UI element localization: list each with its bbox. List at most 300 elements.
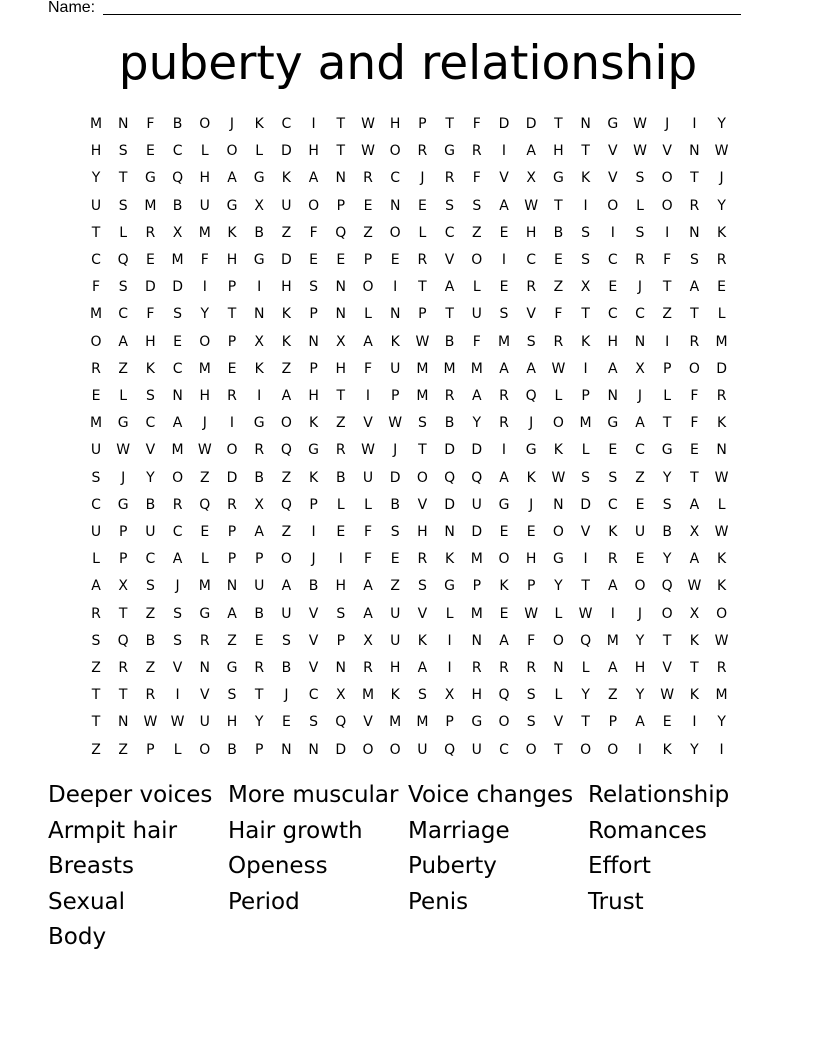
grid-letter: S: [689, 252, 699, 268]
grid-letter: O: [308, 197, 320, 214]
grid-letter: S: [608, 469, 618, 486]
grid-letter: O: [172, 469, 184, 486]
grid-letter: M: [89, 116, 103, 132]
grid-letter: C: [444, 224, 455, 241]
grid-letter: H: [308, 143, 319, 160]
grid-letter: S: [499, 306, 509, 323]
grid-letter: I: [692, 116, 697, 132]
grid-letter: U: [390, 632, 401, 649]
grid-letter: B: [227, 741, 237, 758]
grid-letter: Z: [200, 469, 210, 486]
grid-letter: F: [363, 524, 373, 540]
grid-letter: R: [471, 660, 482, 676]
grid-letter: B: [308, 578, 319, 595]
grid-letter: S: [309, 714, 319, 731]
grid-letter: T: [581, 578, 590, 595]
grid-letter: A: [363, 578, 373, 595]
grid-letter: E: [553, 252, 563, 268]
grid-letter: B: [553, 224, 564, 241]
grid-letter: R: [499, 660, 509, 676]
grid-letter: Y: [635, 632, 645, 649]
grid-letter: A: [363, 333, 373, 350]
grid-letter: P: [309, 306, 318, 323]
grid-letter: S: [635, 224, 645, 241]
grid-letter: I: [447, 660, 452, 676]
grid-letter: R: [689, 197, 700, 214]
grid-letter: Q: [525, 388, 537, 404]
grid-letter: Y: [717, 197, 726, 214]
grid-letter: R: [335, 442, 346, 459]
grid-letter: G: [253, 252, 265, 268]
grid-letter: G: [117, 415, 129, 432]
grid-letter: R: [471, 143, 482, 160]
grid-letter: M: [416, 388, 429, 404]
grid-letter: C: [172, 143, 183, 160]
grid-letter: Q: [444, 741, 456, 758]
grid-letter: S: [472, 197, 482, 214]
grid-letter: T: [445, 306, 454, 323]
grid-letter: N: [117, 116, 129, 132]
grid-letter: Z: [662, 306, 672, 323]
grid-letter: J: [229, 116, 235, 132]
grid-letter: Y: [472, 415, 482, 432]
grid-letter: P: [336, 632, 346, 649]
grid-letter: I: [637, 741, 643, 758]
grid-letter: S: [227, 687, 237, 704]
grid-letter: L: [554, 388, 563, 404]
grid-letter: Q: [280, 442, 292, 459]
grid-letter: C: [499, 741, 509, 758]
grid-letter: Y: [146, 469, 155, 486]
grid-letter: J: [637, 605, 643, 622]
word-list-item: Marriage: [408, 817, 510, 844]
grid-letter: Z: [363, 224, 373, 241]
grid-letter: F: [690, 388, 699, 404]
grid-letter: I: [610, 224, 615, 241]
grid-letter: C: [635, 306, 645, 323]
grid-letter: E: [499, 524, 509, 540]
grid-letter: M: [198, 578, 211, 595]
grid-letter: X: [689, 605, 700, 622]
grid-letter: K: [689, 687, 699, 704]
grid-letter: L: [200, 551, 209, 568]
grid-letter: Z: [145, 605, 156, 622]
grid-letter: B: [281, 660, 292, 676]
grid-letter: O: [362, 741, 374, 758]
grid-letter: O: [199, 116, 211, 132]
grid-letter: Z: [281, 469, 292, 486]
grid-letter: T: [418, 442, 427, 459]
grid-letter: V: [444, 252, 455, 268]
grid-letter: R: [254, 442, 265, 459]
grid-letter: G: [471, 714, 483, 731]
grid-letter: M: [606, 632, 619, 649]
grid-letter: M: [144, 197, 157, 214]
grid-letter: P: [390, 388, 400, 404]
grid-letter: P: [227, 279, 237, 296]
grid-letter: E: [635, 496, 645, 513]
grid-letter: C: [635, 442, 645, 459]
word-list-item: Penis: [408, 888, 469, 915]
grid-letter: L: [418, 224, 427, 241]
grid-letter: L: [717, 306, 726, 323]
grid-letter: Z: [608, 687, 618, 704]
grid-letter: L: [472, 279, 481, 296]
word-list-item: Openess: [228, 853, 328, 879]
word-list-item: Trust: [588, 888, 644, 915]
grid-letter: B: [254, 224, 264, 241]
grid-letter: N: [308, 333, 319, 350]
grid-letter: L: [581, 442, 590, 459]
grid-letter: W: [714, 524, 729, 540]
grid-letter: U: [281, 197, 292, 214]
grid-letter: W: [361, 442, 375, 459]
grid-letter: H: [389, 116, 401, 132]
grid-letter: I: [257, 388, 262, 404]
grid-letter: O: [226, 442, 238, 459]
grid-letter: K: [390, 333, 400, 350]
grid-letter: O: [389, 741, 401, 758]
grid-letter: L: [173, 741, 182, 758]
grid-letter: P: [418, 116, 427, 132]
grid-letter: B: [172, 197, 183, 214]
grid-letter: R: [363, 170, 373, 187]
grid-letter: E: [608, 279, 618, 296]
grid-letter: S: [417, 415, 427, 432]
grid-letter: A: [526, 360, 536, 377]
grid-letter: F: [554, 306, 563, 323]
grid-letter: H: [226, 714, 238, 731]
grid-letter: O: [607, 741, 619, 758]
grid-letter: D: [172, 279, 183, 296]
grid-letter: G: [607, 116, 619, 132]
grid-letter: T: [690, 170, 699, 187]
grid-letter: H: [281, 279, 292, 296]
grid-letter: O: [498, 714, 510, 731]
grid-letter: G: [498, 496, 510, 513]
grid-letter: T: [662, 632, 672, 649]
grid-letter: W: [361, 143, 375, 160]
grid-letter: T: [118, 605, 128, 622]
grid-letter: R: [227, 496, 237, 513]
grid-letter: Z: [390, 578, 400, 595]
grid-letter: U: [281, 605, 292, 622]
grid-letter: I: [393, 279, 398, 296]
grid-letter: Z: [472, 224, 482, 241]
grid-letter: N: [553, 660, 564, 676]
grid-letter: I: [447, 632, 452, 649]
grid-letter: S: [173, 632, 183, 649]
grid-letter: L: [445, 605, 454, 622]
grid-letter: V: [308, 605, 319, 622]
grid-letter: A: [472, 388, 482, 404]
grid-letter: M: [198, 360, 211, 377]
grid-letter: E: [91, 388, 101, 404]
grid-letter: N: [199, 660, 211, 676]
grid-letter: E: [336, 252, 346, 268]
grid-letter: N: [389, 306, 401, 323]
grid-letter: P: [608, 714, 618, 731]
grid-letter: M: [470, 551, 483, 568]
grid-letter: I: [692, 714, 697, 731]
grid-letter: N: [335, 660, 347, 676]
grid-letter: O: [580, 741, 592, 758]
grid-letter: V: [417, 605, 428, 622]
grid-letter: G: [117, 496, 129, 513]
grid-letter: Y: [91, 170, 101, 187]
grid-letter: T: [227, 306, 237, 323]
grid-letter: Z: [118, 360, 128, 377]
grid-letter: T: [554, 741, 563, 758]
grid-letter: G: [226, 660, 238, 676]
grid-letter: Z: [91, 660, 101, 676]
grid-letter: P: [418, 306, 427, 323]
grid-letter: I: [229, 415, 235, 432]
grid-letter: V: [526, 306, 536, 323]
grid-letter: I: [665, 333, 670, 350]
grid-letter: R: [145, 224, 156, 241]
grid-letter: G: [308, 442, 320, 459]
grid-letter: N: [253, 306, 265, 323]
grid-letter: K: [581, 170, 591, 187]
grid-letter: U: [90, 442, 102, 459]
grid-letter: T: [91, 714, 101, 731]
grid-letter: S: [173, 306, 183, 323]
grid-letter: A: [444, 279, 455, 296]
grid-letter: Y: [554, 578, 563, 595]
grid-letter: N: [281, 741, 292, 758]
grid-letter: K: [281, 306, 291, 323]
grid-letter: K: [717, 224, 727, 241]
grid-letter: S: [145, 388, 155, 404]
grid-letter: U: [417, 741, 428, 758]
grid-letter: H: [226, 252, 238, 268]
grid-letter: W: [170, 714, 185, 731]
grid-letter: V: [662, 143, 672, 160]
grid-letter: K: [717, 415, 727, 432]
grid-letter: H: [199, 170, 211, 187]
grid-letter: D: [498, 116, 510, 132]
grid-letter: F: [663, 252, 672, 268]
grid-letter: H: [553, 143, 564, 160]
grid-letter: I: [365, 388, 371, 404]
grid-letter: Q: [280, 496, 292, 513]
grid-letter: S: [91, 632, 101, 649]
grid-letter: K: [254, 360, 264, 377]
grid-letter: W: [415, 333, 430, 350]
grid-letter: Y: [717, 116, 726, 132]
grid-letter: R: [526, 279, 537, 296]
grid-letter: T: [662, 279, 672, 296]
grid-letter: Y: [717, 714, 726, 731]
grid-letter: P: [662, 360, 672, 377]
grid-letter: X: [254, 333, 264, 350]
grid-letter: C: [390, 170, 401, 187]
grid-letter: C: [118, 306, 129, 323]
grid-letter: W: [551, 469, 566, 486]
grid-letter: M: [470, 605, 483, 622]
grid-letter: P: [309, 360, 318, 377]
grid-letter: S: [145, 578, 155, 595]
grid-letter: W: [116, 442, 131, 459]
grid-letter: R: [553, 333, 564, 350]
grid-letter: X: [363, 632, 373, 649]
grid-letter: S: [281, 632, 291, 649]
grid-letter: R: [417, 252, 428, 268]
grid-letter: K: [608, 524, 618, 540]
grid-letter: P: [445, 714, 454, 731]
grid-letter: G: [144, 170, 156, 187]
grid-letter: T: [690, 469, 699, 486]
grid-letter: D: [226, 469, 238, 486]
grid-letter: R: [635, 252, 645, 268]
grid-letter: N: [580, 116, 591, 132]
grid-letter: L: [663, 388, 672, 404]
grid-letter: M: [389, 714, 402, 731]
grid-letter: K: [581, 333, 591, 350]
grid-letter: X: [689, 524, 700, 540]
grid-letter: P: [118, 551, 128, 568]
grid-letter: P: [227, 551, 237, 568]
grid-letter: I: [583, 551, 588, 568]
grid-letter: M: [715, 333, 728, 350]
grid-letter: S: [309, 279, 319, 296]
grid-letter: L: [636, 197, 644, 214]
grid-letter: K: [717, 578, 727, 595]
word-list-item: Body: [48, 924, 107, 950]
grid-letter: E: [227, 360, 237, 377]
grid-letter: R: [607, 551, 618, 568]
grid-letter: T: [554, 116, 563, 132]
grid-letter: Y: [200, 306, 210, 323]
grid-letter: R: [91, 360, 101, 377]
grid-letter: K: [281, 333, 291, 350]
grid-letter: Q: [335, 224, 347, 241]
grid-letter: N: [471, 632, 483, 649]
grid-letter: J: [311, 551, 316, 568]
grid-letter: N: [117, 714, 129, 731]
grid-letter: D: [716, 360, 727, 377]
grid-letter: O: [661, 197, 673, 214]
grid-letter: R: [118, 660, 129, 676]
grid-letter: I: [202, 279, 207, 296]
grid-letter: S: [662, 496, 672, 513]
grid-letter: K: [445, 551, 455, 568]
grid-letter: W: [361, 116, 375, 132]
grid-letter: A: [689, 551, 700, 568]
grid-letter: C: [281, 116, 292, 132]
grid-letter: D: [145, 279, 156, 296]
grid-letter: C: [172, 524, 183, 540]
grid-letter: U: [390, 360, 401, 377]
grid-letter: R: [716, 388, 727, 404]
grid-letter: R: [254, 660, 265, 676]
grid-letter: S: [526, 333, 536, 350]
grid-letter: J: [637, 388, 643, 404]
grid-letter: S: [417, 578, 427, 595]
grid-letter: E: [254, 632, 264, 649]
grid-letter: N: [226, 578, 238, 595]
grid-letter: D: [281, 143, 292, 160]
grid-letter: M: [171, 442, 184, 459]
grid-letter: N: [716, 442, 727, 459]
grid-letter: X: [526, 170, 536, 187]
grid-letter: O: [389, 143, 401, 160]
grid-letter: T: [118, 170, 128, 187]
grid-letter: M: [470, 360, 483, 377]
grid-letter: M: [579, 415, 592, 432]
grid-letter: M: [416, 360, 429, 377]
grid-letter: I: [501, 252, 507, 268]
grid-letter: I: [175, 687, 180, 704]
grid-letter: S: [336, 605, 346, 622]
word-list-item: Sexual: [48, 888, 126, 915]
grid-letter: Z: [91, 741, 101, 758]
grid-letter: O: [552, 632, 564, 649]
grid-letter: B: [444, 333, 455, 350]
grid-letter: G: [607, 415, 619, 432]
name-underline: [103, 14, 741, 15]
grid-letter: F: [472, 333, 481, 350]
grid-letter: K: [390, 687, 400, 704]
grid-letter: G: [199, 605, 211, 622]
word-list-item: Puberty: [408, 853, 497, 879]
grid-letter: Z: [145, 660, 156, 676]
grid-letter: S: [445, 197, 455, 214]
grid-letter: K: [254, 116, 264, 132]
grid-letter: B: [444, 415, 455, 432]
grid-letter: R: [526, 660, 537, 676]
grid-letter: H: [308, 388, 319, 404]
grid-letter: O: [226, 143, 238, 160]
grid-letter: U: [471, 741, 482, 758]
grid-letter: O: [280, 551, 292, 568]
grid-letter: D: [471, 524, 483, 540]
grid-letter: S: [526, 687, 536, 704]
grid-letter: D: [281, 252, 292, 268]
grid-letter: S: [118, 143, 128, 160]
grid-letter: X: [444, 687, 455, 704]
grid-letter: J: [529, 496, 534, 513]
grid-letter: D: [335, 741, 347, 758]
grid-letter: G: [253, 415, 265, 432]
grid-letter: P: [118, 524, 128, 540]
grid-letter: W: [551, 360, 566, 377]
grid-letter: E: [689, 442, 699, 459]
grid-letter: A: [417, 660, 428, 676]
grid-letter: K: [309, 469, 319, 486]
grid-letter: H: [145, 333, 156, 350]
grid-letter: W: [143, 714, 158, 731]
grid-letter: U: [90, 524, 102, 540]
grid-letter: K: [689, 632, 699, 649]
grid-letter: R: [716, 660, 727, 676]
grid-letter: I: [501, 143, 507, 160]
grid-letter: R: [417, 551, 428, 568]
grid-letter: Y: [662, 551, 672, 568]
grid-letter: L: [200, 143, 209, 160]
grid-letter: V: [499, 170, 509, 187]
grid-letter: W: [633, 116, 647, 132]
grid-letter: Z: [227, 632, 237, 649]
word-list-item: More muscular: [228, 782, 399, 808]
grid-letter: O: [199, 333, 211, 350]
grid-letter: G: [552, 551, 564, 568]
grid-letter: G: [444, 578, 456, 595]
grid-letter: F: [527, 632, 536, 649]
grid-letter: D: [471, 442, 483, 459]
grid-letter: I: [257, 279, 262, 296]
